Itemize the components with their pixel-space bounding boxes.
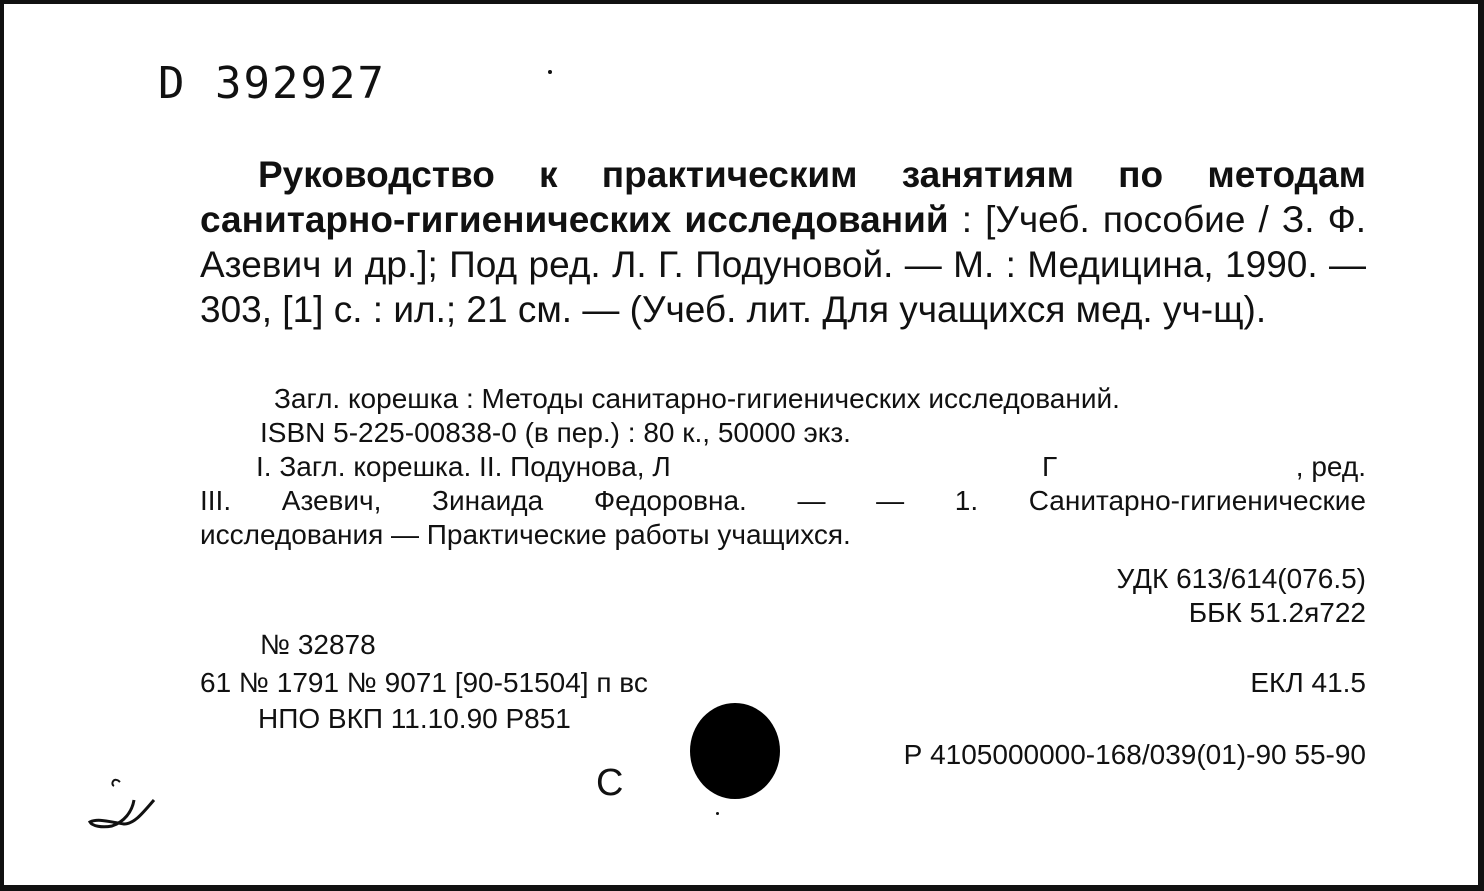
card-number: № 32878 [260,629,376,660]
npo-line: НПО ВКП 11.10.90 Р851 [258,703,571,734]
tracing-part-c: , ред. [1295,451,1366,482]
accession-number: D 392927 [158,58,386,109]
entry-body: : [Учеб. пособие / З. Ф. Азевич и др.]; Под ред. Л. Г. Подуновой. — М. : Медицина, 1990. — 303, [1] с. : ил.; 21 см. — (Учеб. лит. Для учащихся мед. уч-щ). [200,199,1367,330]
p-code: Р 4105000000-168/039(01)-90 55-90 [903,739,1366,770]
ink-speck [716,812,719,815]
bibliographic-entry [200,152,1366,332]
tracing-part-b: Г [1042,451,1058,482]
ink-dot [548,70,552,74]
entry-title: Руководство к практическим занятиям по методам санитарно-гигиенических исследований [200,154,1366,240]
udk-code: УДК 613/614(076.5) [1116,563,1366,594]
card-edge-right [1480,0,1484,891]
tracing-line-1 [200,450,1366,484]
tracing-part-a: I. Загл. корешка. II. Подунова, Л [256,451,671,482]
bbk-code: ББК 51.2я722 [1188,597,1366,628]
letter-c: С [596,762,624,804]
handwritten-mark [84,770,174,840]
ink-blot [690,703,780,799]
card-edge-left [0,0,4,891]
order-line: 61 № 1791 № 9071 [90-51504] п вс [200,667,648,698]
tracing-line-2: III. Азевич, Зинаида Федоровна. — — 1. Санитарно-гигиенические [200,485,1366,516]
card-edge-bottom [0,887,1484,891]
tracing-line-3: исследования — Практические работы учащихся. [200,519,851,550]
isbn-note: ISBN 5-225-00838-0 (в пер.) : 80 к., 50000 экз. [260,417,851,448]
card-edge-top [0,0,1484,4]
notes-block [200,382,1366,552]
spine-title-note: Загл. корешка : Методы санитарно-гигиенических исследований. [274,383,1120,414]
ekl-code: ЕКЛ 41.5 [1250,667,1366,698]
